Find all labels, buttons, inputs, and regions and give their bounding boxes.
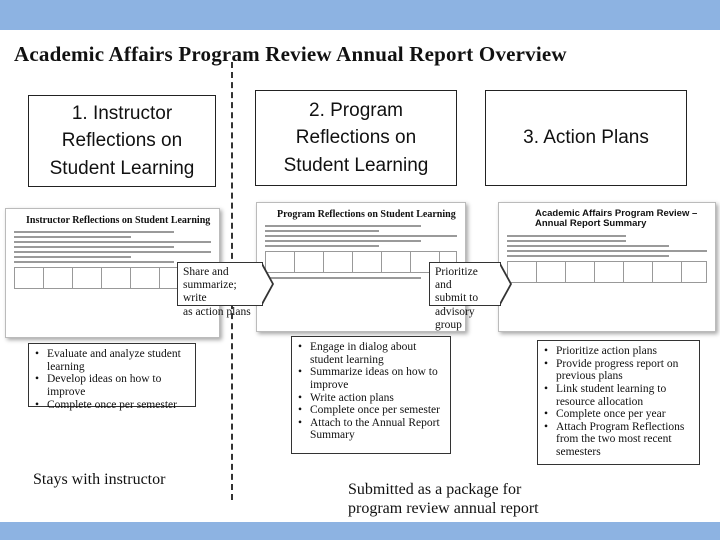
list-item: • Evaluate and analyze student learning xyxy=(35,348,189,373)
step-1-box: 1. Instructor Reflections on Student Learning xyxy=(28,95,216,187)
list-item: • Complete once per year xyxy=(544,408,693,421)
step-3-box: 3. Action Plans xyxy=(485,90,687,186)
program-tasks-list xyxy=(291,336,451,454)
list-item: • Complete once per semester xyxy=(298,404,444,417)
submitted-package-label: Submitted as a package for program review annual report xyxy=(348,481,539,518)
text-line xyxy=(265,235,457,237)
instructor-tasks-list xyxy=(28,343,196,411)
prioritize-submit-callout: Prioritize and submit to advisory group xyxy=(429,262,501,306)
list-item: • Complete once per semester xyxy=(35,399,189,412)
list-item: • Attach Program Reflections from the two most recent semesters xyxy=(544,421,693,459)
text-line xyxy=(265,225,421,227)
text-line xyxy=(14,246,174,248)
text-line xyxy=(507,255,669,257)
text-line xyxy=(507,245,669,247)
text-line xyxy=(14,261,174,263)
list-item: • Engage in dialog about student learning xyxy=(298,341,444,366)
text-line xyxy=(14,231,174,233)
stays-with-instructor-label: Stays with instructor xyxy=(33,471,166,488)
bottom-band xyxy=(0,522,720,540)
list-item: • Link student learning to resource allocation xyxy=(544,383,693,408)
form-table xyxy=(507,261,707,283)
text-line xyxy=(507,250,707,252)
text-line xyxy=(265,230,379,232)
text-line xyxy=(14,256,131,258)
list-item: • Summarize ideas on how to improve xyxy=(298,366,444,391)
list-item: • Provide progress report on previous plans xyxy=(544,358,693,383)
document-title: Academic Affairs Program Review – Annual Report Summary xyxy=(535,208,698,230)
action-plan-tasks-list xyxy=(537,340,700,465)
list-item: • Prioritize action plans xyxy=(544,345,693,358)
document-title: Program Reflections on Student Learning xyxy=(277,209,456,220)
slide-title: Academic Affairs Program Review Annual Report Overview xyxy=(14,42,567,66)
list-item: • Write action plans xyxy=(298,392,444,405)
list-item: • Develop ideas on how to improve xyxy=(35,373,189,398)
right-arrow-icon xyxy=(262,262,274,306)
top-band xyxy=(0,0,720,30)
annual-report-summary-document xyxy=(498,202,716,332)
text-line xyxy=(14,236,131,238)
right-arrow-icon xyxy=(500,262,512,306)
share-summarize-callout: Share and summarize; write as action plans xyxy=(177,262,263,306)
text-line xyxy=(507,235,626,237)
document-title: Instructor Reflections on Student Learning xyxy=(26,215,211,226)
text-line xyxy=(265,245,379,247)
step-2-box: 2. Program Reflections on Student Learning xyxy=(255,90,457,186)
text-line xyxy=(265,277,421,279)
text-line xyxy=(14,251,211,253)
text-line xyxy=(507,240,626,242)
text-line xyxy=(265,240,421,242)
list-item: • Attach to the Annual Report Summary xyxy=(298,417,444,442)
text-line xyxy=(14,241,211,243)
